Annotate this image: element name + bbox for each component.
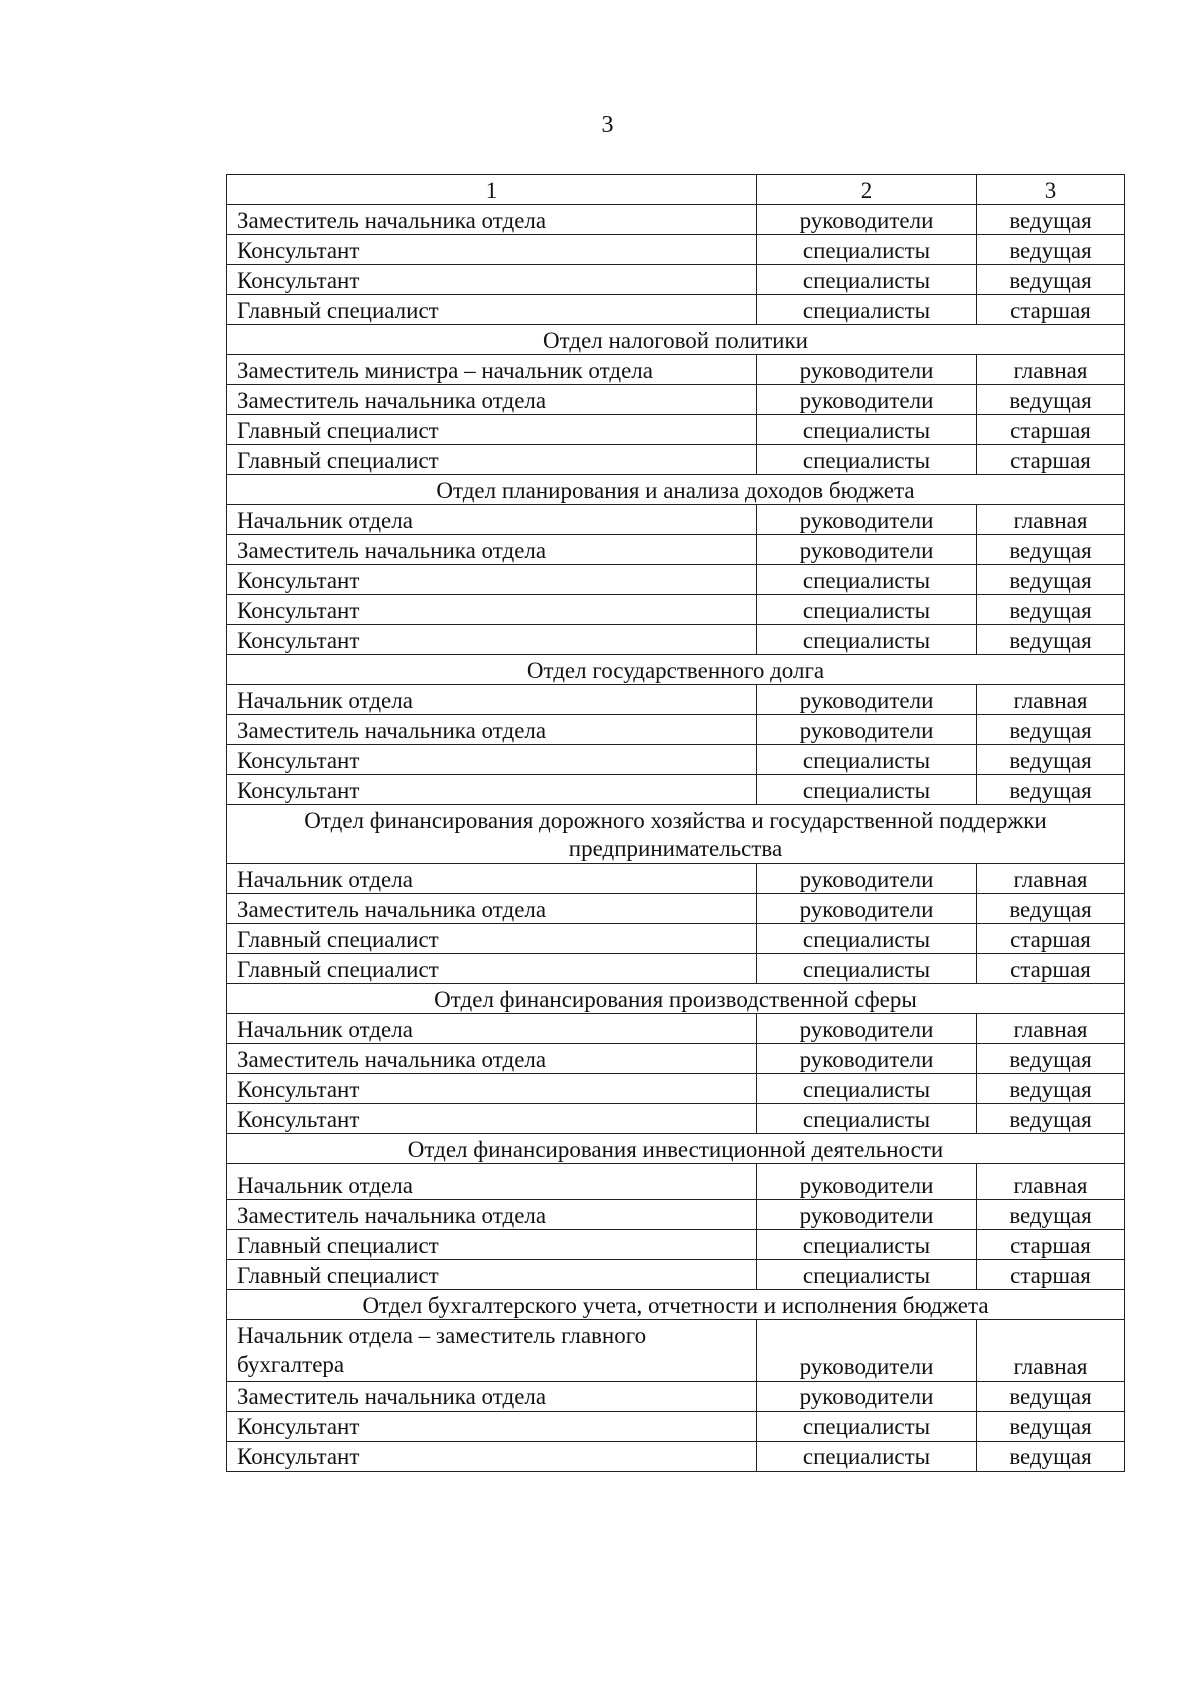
table-row <box>227 715 1125 745</box>
section-title: Отдел финансирования производственной сферы <box>227 984 1125 1014</box>
category-cell: руководители <box>757 505 977 535</box>
group-cell: главная <box>977 685 1125 715</box>
group-cell: старшая <box>977 415 1125 445</box>
position-cell: Консультант <box>227 745 757 775</box>
category-cell: руководители <box>757 1320 977 1382</box>
category-cell: специалисты <box>757 775 977 805</box>
table-row <box>227 864 1125 894</box>
table-row <box>227 415 1125 445</box>
section-title: Отдел финансирования инвестиционной деятельности <box>227 1134 1125 1164</box>
position-cell: Главный специалист <box>227 1260 757 1290</box>
table-row <box>227 1014 1125 1044</box>
position-cell: Главный специалист <box>227 415 757 445</box>
table-row <box>227 1381 1125 1411</box>
position-cell: Главный специалист <box>227 954 757 984</box>
section-header-row <box>227 655 1125 685</box>
group-cell: ведущая <box>977 1104 1125 1134</box>
position-cell: Главный специалист <box>227 924 757 954</box>
position-cell: Начальник отдела <box>227 685 757 715</box>
table-row <box>227 355 1125 385</box>
category-cell: руководители <box>757 1200 977 1230</box>
position-cell: Начальник отдела – заместитель главного бухгалтера <box>227 1320 757 1382</box>
group-cell: старшая <box>977 954 1125 984</box>
table-row <box>227 745 1125 775</box>
table-row <box>227 1260 1125 1290</box>
group-cell: ведущая <box>977 745 1125 775</box>
position-cell: Заместитель начальника отдела <box>227 1381 757 1411</box>
group-cell: ведущая <box>977 1411 1125 1441</box>
category-cell: специалисты <box>757 595 977 625</box>
position-cell: Консультант <box>227 1074 757 1104</box>
table-row <box>227 1200 1125 1230</box>
table-row <box>227 205 1125 235</box>
table-row <box>227 235 1125 265</box>
staff-table <box>226 174 1125 1472</box>
category-cell: руководители <box>757 864 977 894</box>
group-cell: старшая <box>977 1260 1125 1290</box>
category-cell: специалисты <box>757 954 977 984</box>
group-cell: главная <box>977 1014 1125 1044</box>
category-cell: руководители <box>757 535 977 565</box>
category-cell: руководители <box>757 355 977 385</box>
category-cell: руководители <box>757 894 977 924</box>
group-cell: ведущая <box>977 1074 1125 1104</box>
group-cell: главная <box>977 355 1125 385</box>
table-row <box>227 954 1125 984</box>
group-cell: ведущая <box>977 1381 1125 1411</box>
position-cell: Консультант <box>227 265 757 295</box>
group-cell: ведущая <box>977 1200 1125 1230</box>
section-title: Отдел планирования и анализа доходов бюджета <box>227 475 1125 505</box>
section-title: Отдел государственного долга <box>227 655 1125 685</box>
column-number-2: 2 <box>757 175 977 205</box>
section-header-row <box>227 984 1125 1014</box>
table-row <box>227 775 1125 805</box>
group-cell: ведущая <box>977 265 1125 295</box>
table-row <box>227 1230 1125 1260</box>
group-cell: ведущая <box>977 1441 1125 1471</box>
position-cell: Консультант <box>227 625 757 655</box>
category-cell: специалисты <box>757 295 977 325</box>
category-cell: специалисты <box>757 1441 977 1471</box>
position-cell: Начальник отдела <box>227 505 757 535</box>
position-cell: Консультант <box>227 235 757 265</box>
position-cell: Начальник отдела <box>227 1014 757 1044</box>
group-cell: ведущая <box>977 595 1125 625</box>
category-cell: руководители <box>757 1164 977 1200</box>
group-cell: старшая <box>977 1230 1125 1260</box>
position-cell: Главный специалист <box>227 295 757 325</box>
section-header-row <box>227 805 1125 864</box>
category-cell: специалисты <box>757 235 977 265</box>
table-row <box>227 535 1125 565</box>
position-cell: Главный специалист <box>227 1230 757 1260</box>
position-cell: Начальник отдела <box>227 864 757 894</box>
position-cell: Консультант <box>227 1441 757 1471</box>
position-cell: Заместитель министра – начальник отдела <box>227 355 757 385</box>
table-row <box>227 295 1125 325</box>
group-cell: ведущая <box>977 205 1125 235</box>
table-row <box>227 445 1125 475</box>
table-row <box>227 924 1125 954</box>
category-cell: специалисты <box>757 1104 977 1134</box>
position-cell: Заместитель начальника отдела <box>227 1044 757 1074</box>
position-cell: Заместитель начальника отдела <box>227 715 757 745</box>
position-cell: Главный специалист <box>227 445 757 475</box>
group-cell: ведущая <box>977 235 1125 265</box>
table-row <box>227 1044 1125 1074</box>
group-cell: главная <box>977 505 1125 535</box>
table-row <box>227 565 1125 595</box>
group-cell: ведущая <box>977 715 1125 745</box>
group-cell: старшая <box>977 445 1125 475</box>
position-cell: Заместитель начальника отдела <box>227 535 757 565</box>
table-row <box>227 894 1125 924</box>
table-row <box>227 685 1125 715</box>
group-cell: ведущая <box>977 625 1125 655</box>
category-cell: руководители <box>757 715 977 745</box>
group-cell: ведущая <box>977 1044 1125 1074</box>
table-row <box>227 1104 1125 1134</box>
position-cell: Консультант <box>227 595 757 625</box>
category-cell: руководители <box>757 385 977 415</box>
category-cell: руководители <box>757 1014 977 1044</box>
category-cell: руководители <box>757 1381 977 1411</box>
category-cell: специалисты <box>757 1230 977 1260</box>
position-cell: Заместитель начальника отдела <box>227 205 757 235</box>
table-row <box>227 1441 1125 1471</box>
section-header-row <box>227 1290 1125 1320</box>
table-row <box>227 265 1125 295</box>
table-row <box>227 1411 1125 1441</box>
group-cell: главная <box>977 1320 1125 1382</box>
section-header-row <box>227 475 1125 505</box>
table-row <box>227 1320 1125 1382</box>
page-number: 3 <box>601 112 614 138</box>
group-cell: главная <box>977 1164 1125 1200</box>
position-cell: Заместитель начальника отдела <box>227 385 757 415</box>
group-cell: старшая <box>977 295 1125 325</box>
group-cell: ведущая <box>977 385 1125 415</box>
group-cell: ведущая <box>977 775 1125 805</box>
group-cell: ведущая <box>977 894 1125 924</box>
table-row <box>227 385 1125 415</box>
table-row <box>227 505 1125 535</box>
group-cell: ведущая <box>977 535 1125 565</box>
category-cell: специалисты <box>757 1074 977 1104</box>
table-row <box>227 1074 1125 1104</box>
position-cell: Заместитель начальника отдела <box>227 1200 757 1230</box>
section-title: Отдел бухгалтерского учета, отчетности и исполнения бюджета <box>227 1290 1125 1320</box>
category-cell: специалисты <box>757 625 977 655</box>
category-cell: специалисты <box>757 415 977 445</box>
table-row <box>227 595 1125 625</box>
group-cell: ведущая <box>977 565 1125 595</box>
position-cell: Консультант <box>227 775 757 805</box>
category-cell: специалисты <box>757 745 977 775</box>
category-cell: специалисты <box>757 565 977 595</box>
category-cell: руководители <box>757 685 977 715</box>
position-cell: Консультант <box>227 1104 757 1134</box>
section-header-row <box>227 1134 1125 1164</box>
group-cell: главная <box>977 864 1125 894</box>
position-cell: Консультант <box>227 565 757 595</box>
category-cell: специалисты <box>757 265 977 295</box>
category-cell: специалисты <box>757 445 977 475</box>
section-title: Отдел финансирования дорожного хозяйства и государственной поддержки предпринимательства <box>227 805 1125 864</box>
group-cell: старшая <box>977 924 1125 954</box>
position-cell: Начальник отдела <box>227 1164 757 1200</box>
section-header-row <box>227 325 1125 355</box>
column-number-3: 3 <box>977 175 1125 205</box>
column-number-1: 1 <box>227 175 757 205</box>
category-cell: специалисты <box>757 1260 977 1290</box>
section-title: Отдел налоговой политики <box>227 325 1125 355</box>
table-header-row <box>227 175 1125 205</box>
table-row <box>227 625 1125 655</box>
position-cell: Консультант <box>227 1411 757 1441</box>
category-cell: специалисты <box>757 1411 977 1441</box>
position-cell: Заместитель начальника отдела <box>227 894 757 924</box>
category-cell: специалисты <box>757 924 977 954</box>
category-cell: руководители <box>757 1044 977 1074</box>
category-cell: руководители <box>757 205 977 235</box>
table-row <box>227 1164 1125 1200</box>
